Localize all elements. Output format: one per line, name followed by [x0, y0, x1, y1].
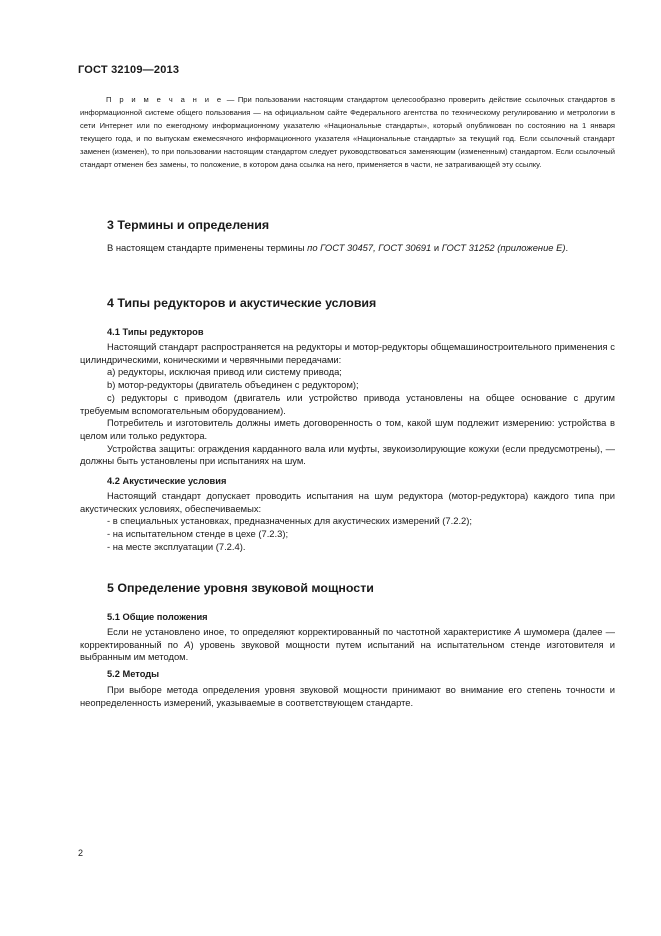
section-5-1-paragraph	[80, 626, 615, 664]
section-5-2-body	[80, 684, 615, 709]
list-item: c) редукторы с приводом (двигатель или устройство привода установлены на общее основание с другим требуемым вспомогательным оборудованием).	[80, 391, 615, 416]
section-4-1-heading: 4.1 Типы редукторов	[107, 327, 204, 337]
section-5-1-symbol-a-2: А	[184, 638, 191, 650]
section-4-2-heading: 4.2 Акустические условия	[107, 476, 227, 486]
section-3-text-c: и	[431, 242, 442, 253]
list-item: a) редукторы, исключая привод или систему привода;	[107, 366, 342, 378]
list-item: - на месте эксплуатации (7.2.4).	[107, 540, 246, 552]
section-3-text-a: В настоящем стандарте применены термины	[107, 242, 308, 253]
section-5-2-paragraph: При выборе метода определения уровня звуковой мощности принимают во внимание его степень точности и неопределенность измерений, указываемые в соответствующем стандарте.	[80, 684, 615, 708]
section-3-ref-1: по ГОСТ 30457, ГОСТ 30691	[307, 242, 432, 253]
section-4-1-paragraph-2: Потребитель и изготовитель должны иметь договоренность о том, какой шум подлежит измерению: устройства в целом или только редуктора.	[80, 417, 615, 441]
section-3-heading: 3 Термины и определения	[107, 218, 270, 232]
section-5-1-heading: 5.1 Общие положения	[107, 612, 208, 622]
list-item: - в специальных установках, предназначенных для акустических измерений (7.2.2);	[107, 515, 472, 527]
reference-note	[80, 93, 615, 172]
section-3-text-e: .	[565, 242, 569, 253]
section-5-1-text-e: ) уровень звуковой мощности путем испытаний на испытательном стенде изготовителя и выбранным им методом.	[80, 638, 616, 663]
section-5-1-text-a: Если не установлено иное, то определяют корректированный по частотной характеристике	[107, 626, 515, 637]
note-paragraph	[80, 93, 615, 172]
section-4-1-paragraph-1: Настоящий стандарт распространяется на редукторы и мотор-редукторы общемашиностроительного применения с цилиндрическими, коническими и червячными передачами:	[80, 341, 615, 365]
section-5-1-body	[80, 626, 615, 664]
section-4-heading: 4 Типы редукторов и акустические условия	[107, 296, 377, 310]
note-label: П р и м е ч а н и е	[106, 95, 224, 104]
section-5-1-symbol-a: А	[514, 626, 521, 637]
section-3-ref-2: ГОСТ 31252 (приложение Е)	[441, 242, 566, 253]
list-item: - на испытательном стенде в цехе (7.2.3);	[107, 528, 289, 540]
section-5-2-heading: 5.2 Методы	[107, 669, 160, 679]
section-5-heading: 5 Определение уровня звуковой мощности	[107, 581, 374, 595]
section-4-1-body	[80, 341, 615, 468]
section-3-paragraph	[80, 242, 615, 255]
document-header: ГОСТ 32109—2013	[78, 64, 180, 76]
section-3-body	[80, 242, 615, 255]
section-4-2-paragraph-1: Настоящий стандарт допускает проводить испытания на шум редуктора (мотор-редуктора) каждого типа при акустических условиях, обеспечиваемых:	[80, 490, 615, 514]
section-4-1-paragraph-3: Устройства защиты: ограждения карданного вала или муфты, звукоизолирующие кожухи (если предусмотрены), — должны быть установлены при испытаниях на шум.	[80, 442, 615, 467]
page-number: 2	[78, 848, 84, 858]
list-item: b) мотор-редукторы (двигатель объединен с редуктором);	[107, 379, 359, 391]
section-5-1-text-c: шумомера (далее — корректированный по	[80, 626, 616, 650]
section-4-2-body	[80, 490, 615, 554]
note-text: — При пользовании настоящим стандартом целесообразно проверить действие ссылочных стандартов в информационной системе общего пользования — на официальном сайте Федерального агентства по техническому регулированию и метрологии в сети Интернет или по ежегодному информационному указателю «Национальные стандарты», который опубликован по состоянию на 1 января текущего года, и по выпускам ежемесячного информационного указателя «Национальные стандарты» за текущий год. Если ссылочный стандарт заменен (изменен), то при пользовании настоящим стандартом следует руководствоваться заменяющим (измененным) стандартом. Если ссылочный стандарт отменен без замены, то положение, в котором дана ссылка на него, применяется в части, не затрагивающей эту ссылку.	[80, 95, 615, 170]
